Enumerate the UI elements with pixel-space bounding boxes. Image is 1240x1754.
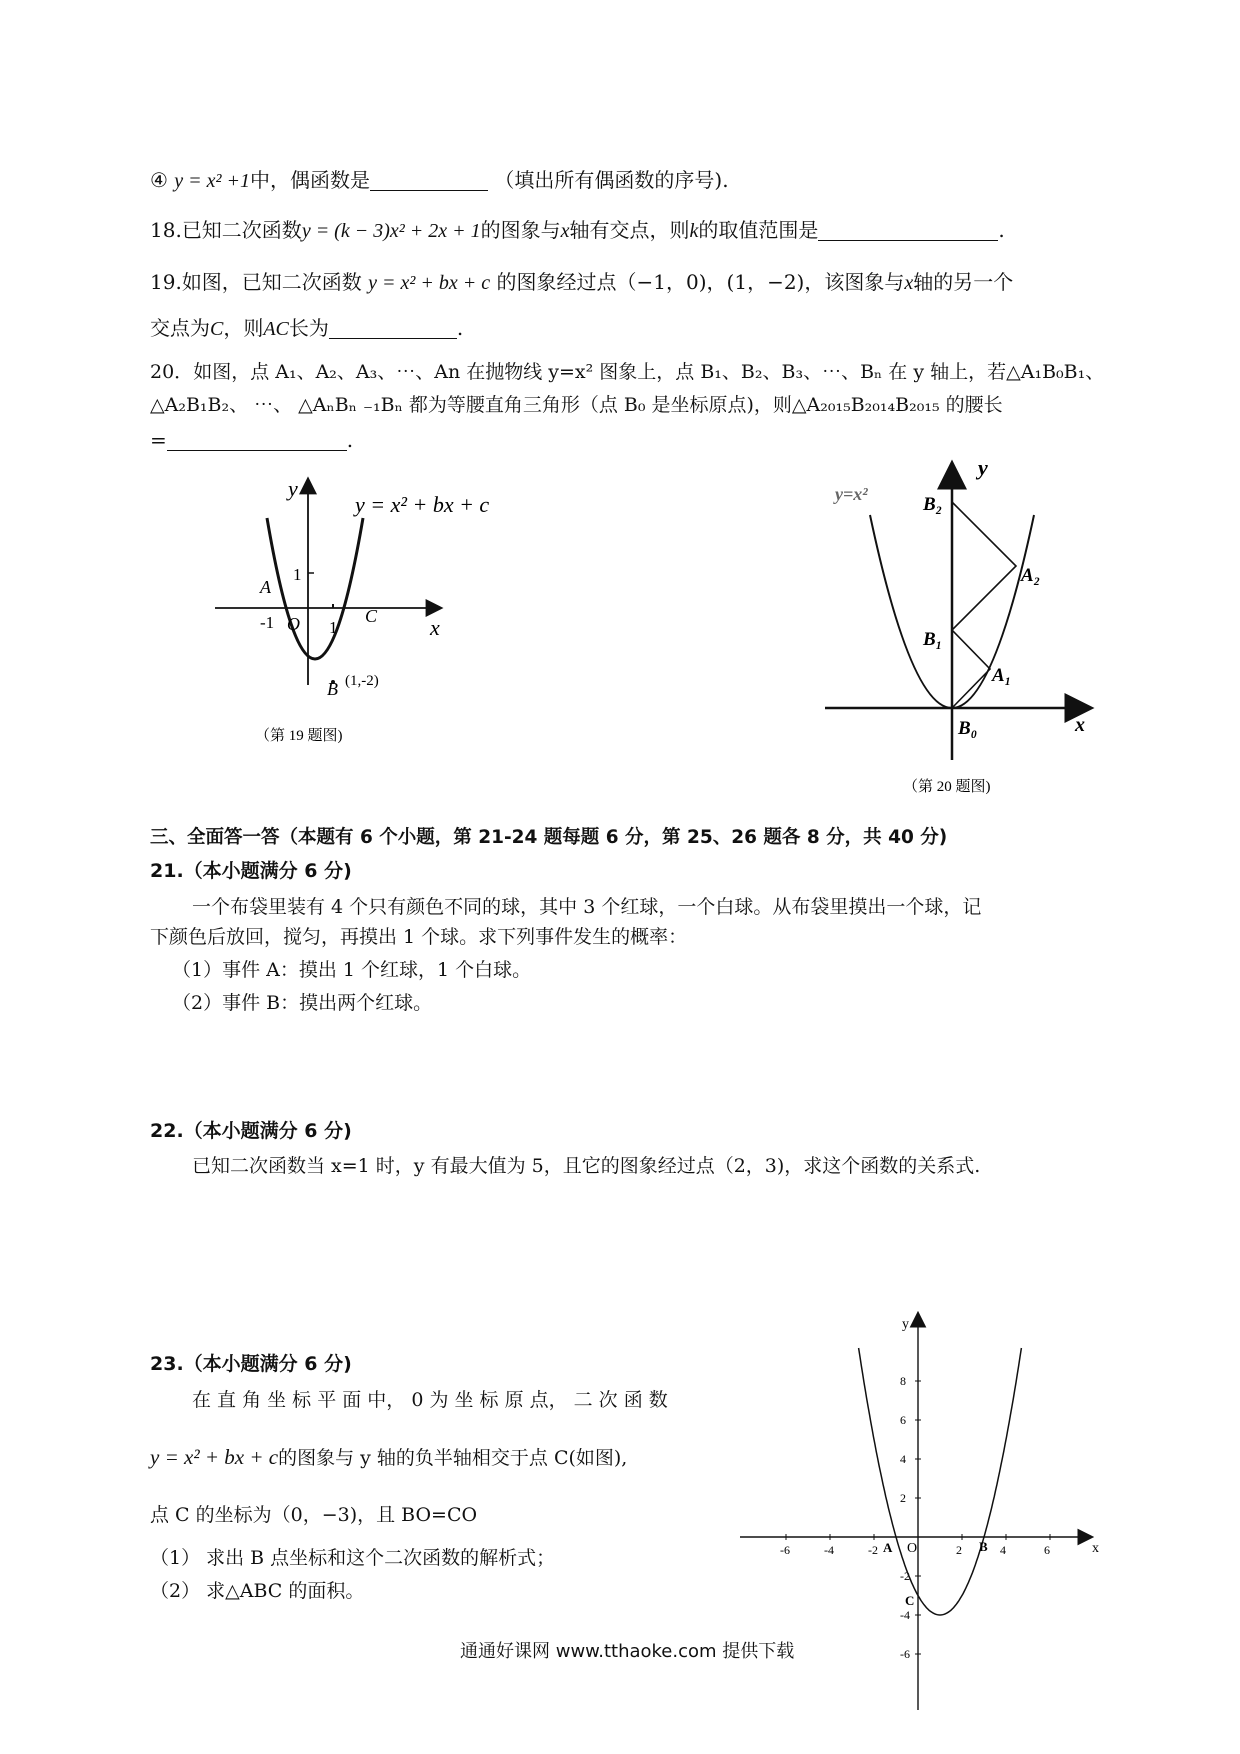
q17-tail (150, 165, 1100, 196)
q20-number: 20． (150, 361, 194, 383)
q19-end: . (456, 316, 464, 340)
q19-formula: y = x² + bx + c (368, 272, 491, 294)
fig19-label-a: A (260, 577, 271, 597)
q19-text-3: 轴的另一个 (913, 270, 1014, 294)
q18-k: k (689, 220, 699, 242)
q21-heading: 21.（本小题满分 6 分) (150, 860, 352, 882)
q18-text-2: 的图象与 (480, 218, 561, 242)
q23-paragraph-3: 点 C 的坐标为（0，−3)，且 BO=CO (150, 1504, 478, 1526)
fig23-y-tick-1: 6 (900, 1413, 906, 1427)
fig19-tick-1y: 1 (293, 565, 302, 584)
q19-text-5: ，则 (223, 316, 264, 340)
q23-heading: 23.（本小题满分 6 分) (150, 1353, 352, 1375)
fig23-x-tick-5: 6 (1044, 1543, 1050, 1557)
fig20-xlabel: x (1075, 714, 1085, 736)
q17-answer-blank[interactable] (370, 168, 488, 191)
q23-paragraph-1: 在 直 角 坐 标 平 面 中， 0 为 坐 标 原 点， 二 次 函 数 (192, 1389, 668, 1411)
fig23-label-o: O (907, 1541, 918, 1556)
fig23-y-tick-3: 2 (900, 1491, 906, 1505)
fig23-label-c: C (905, 1593, 915, 1608)
q23-sub-1: （1） 求出 B 点坐标和这个二次函数的解析式； (150, 1547, 556, 1569)
figure-20 (825, 455, 1115, 800)
q17-formula: y = x² +1 (174, 170, 251, 192)
fig20-curve-label: y=x² (835, 484, 868, 504)
q21-paragraph-1: 一个布袋里装有 4 个只有颜色不同的球，其中 3 个红球，一个白球。从布袋里摸出一个球，记 (192, 896, 982, 918)
q19-text-1: 如图，已知二次函数 (181, 270, 362, 294)
q20-end: . (346, 428, 354, 452)
q17-text: 中，偶函数是 (250, 168, 371, 192)
fig23-y-tick-4: -2 (900, 1569, 910, 1583)
fig23-x-tick-4: 4 (1000, 1543, 1006, 1557)
fig20-label-b2: B₂ (923, 494, 943, 515)
fig19-ylabel: y (288, 476, 298, 501)
fig23-y-tick-2: 4 (900, 1452, 906, 1466)
q22-paragraph-1: 已知二次函数当 x=1 时，y 有最大值为 5，且它的图象经过点（2，3)，求这个函数的关系式. (192, 1155, 981, 1177)
fig20-label-a1: A₁ (992, 665, 1012, 686)
q19-answer-blank[interactable] (329, 316, 457, 339)
q18-number: 18. (150, 218, 182, 242)
fig19-label-b: B (327, 679, 338, 699)
q20-line-2 (150, 390, 1100, 420)
q19-text-4: 交点为 (150, 316, 210, 340)
q23-paragraph-2 (150, 1442, 730, 1473)
fig19-caption: （第 19 题图) (255, 728, 343, 744)
fig23-y-tick-6: -6 (900, 1647, 910, 1661)
q19-line-1 (150, 267, 1100, 298)
q18 (150, 215, 1100, 246)
fig23-x-tick-1: -4 (824, 1543, 834, 1557)
q18-end: . (998, 218, 1005, 242)
q19-ac: AC (263, 318, 289, 340)
q20-text-2: △A₂B₁B₂、 ⋯、 △AₙBₙ ₋₁Bₙ 都为等腰直角三角形（点 B₀ 是坐标原点)，则△A₂₀₁₅B₂₀₁₄B₂₀₁₅ 的腰长 (150, 394, 1003, 416)
fig19-label-c: C (365, 606, 378, 626)
fig20-ylabel: y (978, 455, 988, 480)
fig20-label-b0: B₀ (958, 718, 978, 739)
q23-formula: y = x² + bx + c (150, 1445, 279, 1469)
q20-line-3 (150, 425, 1100, 455)
fig19-label-o: O (287, 614, 300, 634)
q20-answer-blank[interactable] (167, 428, 347, 451)
q21-sub-1: （1）事件 A：摸出 1 个红球，1 个白球。 (172, 959, 532, 981)
q21-paragraph-2: 下颜色后放回，搅匀，再摸出 1 个球。求下列事件发生的概率： (150, 926, 688, 948)
q17-number: ④ (150, 168, 168, 192)
q17-suffix: （填出所有偶函数的序号). (494, 168, 729, 192)
fig19-tick-neg1: -1 (260, 613, 275, 632)
fig23-label-a: A (883, 1540, 893, 1555)
q20-text-1: 如图，点 A₁、A₂、A₃、⋯、An 在抛物线 y=x² 图象上，点 B₁、B₂、B₃、⋯、Bₙ 在 y 轴上，若△A₁B₀B₁、 (193, 361, 1105, 383)
q20-equals: = (150, 428, 167, 452)
q18-answer-blank[interactable] (818, 218, 998, 241)
fig23-label-b: B (979, 1539, 988, 1554)
q18-formula: y = (k − 3)x² + 2x + 1 (301, 220, 481, 242)
q19-text-6: 长为 (288, 316, 329, 340)
fig20-label-b1: B₁ (923, 629, 943, 650)
fig19-formula: y = x² + bx + c (355, 492, 490, 517)
fig23-x-tick-0: -6 (780, 1543, 790, 1557)
q19-text-2: 的图象经过点（−1，0)，(1，−2)，该图象与 (496, 270, 905, 294)
fig23-ylabel: y (902, 1317, 909, 1332)
figure-23 (740, 1290, 1120, 1720)
section-3-title: 三、全面答一答（本题有 6 个小题，第 21-24 题每题 6 分，第 25、26 题各 8 分，共 40 分) (150, 827, 948, 848)
q21-sub-2: （2）事件 B：摸出两个红球。 (172, 992, 433, 1014)
q19-c: C (210, 318, 224, 340)
fig23-xlabel: x (1092, 1541, 1099, 1556)
fig19-tick-1x: 1 (329, 618, 338, 637)
footer: 通通好课网 www.tthaoke.com 提供下载 (460, 1641, 795, 1662)
fig19-xlabel: x (430, 615, 440, 640)
fig20-label-a2: A₂ (1021, 565, 1041, 586)
fig20-caption: （第 20 题图) (903, 779, 991, 795)
q19-line-2 (150, 313, 1100, 344)
fig23-x-tick-2: -2 (868, 1543, 878, 1557)
parabola (267, 518, 363, 659)
figure-19 (205, 470, 525, 750)
q23-sub-2: （2） 求△ABC 的面积。 (150, 1580, 365, 1602)
q18-x: x (560, 220, 570, 242)
q22-heading: 22.（本小题满分 6 分) (150, 1120, 352, 1142)
q18-text-1: 已知二次函数 (181, 218, 302, 242)
q19-x: x (904, 272, 914, 294)
q18-text-3: 轴有交点，则 (569, 218, 690, 242)
fig23-y-tick-5: -4 (900, 1608, 910, 1622)
parabola (859, 1348, 1022, 1615)
q19-number: 19. (150, 270, 182, 294)
fig23-x-tick-3: 2 (956, 1543, 962, 1557)
fig19-point-label: (1,-2) (345, 673, 379, 689)
q18-text-4: 的取值范围是 (698, 218, 819, 242)
q20-line-1 (150, 357, 1105, 387)
q23-text-2: 的图象与 y 轴的负半轴相交于点 C(如图), (278, 1447, 628, 1469)
fig23-y-tick-0: 8 (900, 1374, 906, 1388)
